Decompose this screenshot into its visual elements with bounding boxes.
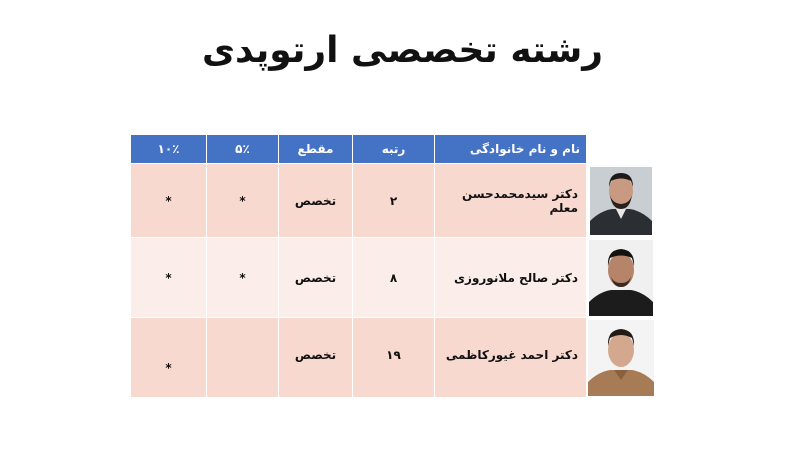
photo-cell [586,317,654,397]
header-name: نام و نام خانوادگی [434,135,586,163]
rank-cell: ۸ [352,237,434,317]
table-row [131,237,654,317]
name-cell: دکتر احمد غیورکاظمی [434,317,586,397]
ten-percent-cell: * [131,163,206,237]
header-five-percent: ۵٪ [206,135,278,163]
ten-percent-cell: * [131,237,206,317]
name-cell: دکتر صالح ملانوروزی [434,237,586,317]
degree-cell: تخصص [278,237,352,317]
five-percent-cell: * [206,163,278,237]
degree-cell: تخصص [278,317,352,397]
degree-cell: تخصص [278,163,352,237]
photo-cell [586,163,654,237]
name-cell: دکتر سیدمحمدحسن معلم [434,163,586,237]
five-percent-cell [206,317,278,397]
portrait-photo [590,167,652,235]
header-ten-percent: ۱۰٪ [131,135,206,163]
page-title: رشته تخصصی ارتوپدی [201,30,603,71]
header-photo-cell [586,135,654,163]
table-row [131,317,654,397]
header-rank: رتبه [352,135,434,163]
portrait-photo [589,240,653,316]
portrait-photo [588,320,654,396]
ten-percent-cell: * [131,317,206,397]
five-percent-cell: * [206,237,278,317]
photo-cell [586,237,654,317]
header-degree: مقطع [278,135,352,163]
rank-cell: ۲ [352,163,434,237]
results-table [131,135,654,397]
table-header-row [131,135,654,163]
table-row [131,163,654,237]
rank-cell: ۱۹ [352,317,434,397]
